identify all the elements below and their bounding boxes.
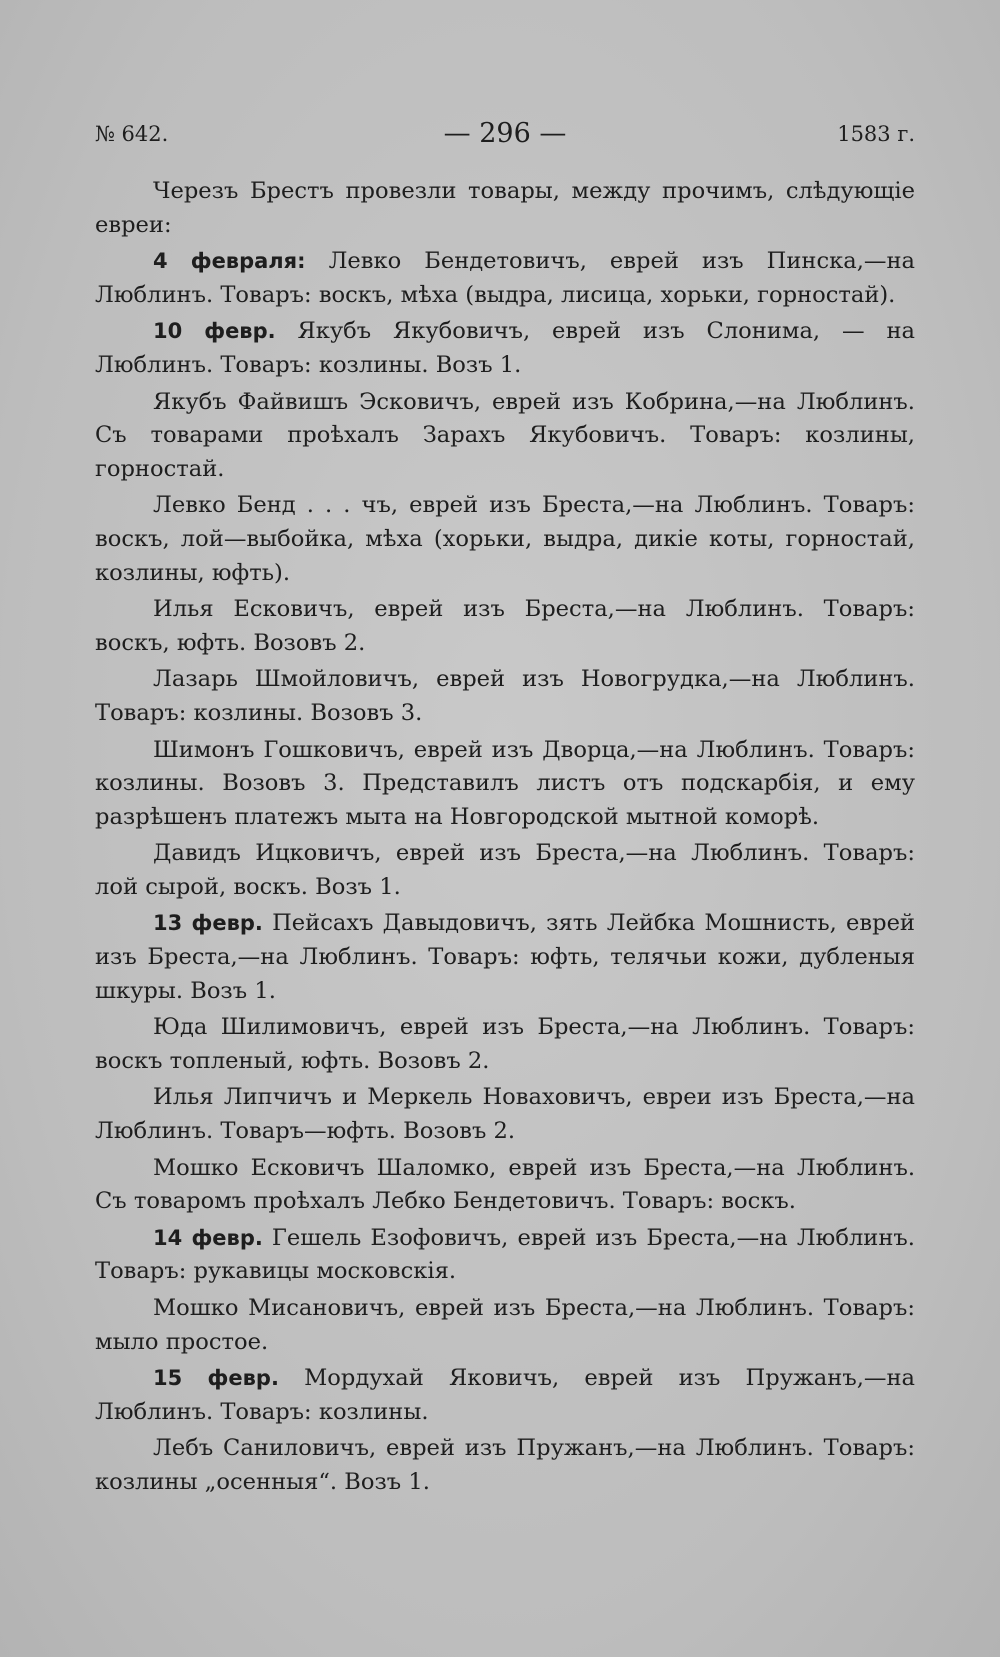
entry-text: Якубъ Якубовичъ, еврей изъ Слонима, — на Люблинъ. Товаръ: козлины. Возъ 1. [95, 318, 915, 378]
entry-text: Якубъ Файвишъ Эсковичъ, еврей изъ Кобрина,—на Люблинъ. Съ товарами проѣхалъ Зарахъ Якубовичъ. Товаръ: козлины, горностай. [95, 388, 915, 482]
entry-date: 4 февраля: [153, 249, 306, 274]
entry-text: Юда Шилимовичъ, еврей изъ Бреста,—на Люблинъ. Товаръ: воскъ топленый, юфть. Возовъ 2. [95, 1014, 915, 1074]
entry-paragraph [95, 1222, 915, 1289]
page-number: — 296 — [443, 118, 567, 149]
entry-paragraph [95, 1081, 915, 1148]
entry-date: 10 февр. [153, 319, 276, 344]
document-body [95, 175, 915, 1503]
document-number: № 642. [95, 122, 169, 146]
entry-paragraph [95, 734, 915, 835]
entry-date: 15 февр. [153, 1366, 279, 1391]
entry-paragraph [95, 386, 915, 487]
entry-text: Лазарь Шмойловичъ, еврей изъ Новогрудка,—на Люблинъ. Товаръ: козлины. Возовъ 3. [95, 666, 915, 726]
entry-paragraph [95, 1432, 915, 1499]
entry-text: Левко Бендетовичъ, еврей изъ Пинска,—на Люблинъ. Товаръ: воскъ, мѣха (выдра, лисица, хорьки, горностай). [95, 248, 916, 308]
entry-text: Гешель Езофовичъ, еврей изъ Бреста,—на Люблинъ. Товаръ: рукавицы московскія. [95, 1224, 915, 1285]
entry-paragraph [95, 1362, 915, 1429]
entry-paragraph [95, 245, 915, 312]
entry-text: Пейсахъ Давыдовичъ, зять Лейбка Мошнисть, еврей изъ Бреста,—на Люблинъ. Товаръ: юфть, телячьи кожи, дубленыя шкуры. Возъ 1. [95, 910, 915, 1004]
entry-text: Мошко Есковичъ Шаломко, еврей изъ Бреста,—на Люблинъ. Съ товаромъ проѣхалъ Лебко Бендетовичъ. Товаръ: воскъ. [95, 1154, 915, 1215]
entry-paragraph [95, 489, 915, 590]
entry-paragraph [95, 593, 915, 660]
entry-paragraph [95, 1011, 915, 1078]
entry-date: 13 февр. [153, 911, 263, 936]
entry-date: 14 февр. [153, 1225, 263, 1250]
entry-text: Лебъ Саниловичъ, еврей изъ Пружанъ,—на Люблинъ. Товаръ: козлины „осенныя“. Возъ 1. [95, 1435, 915, 1495]
entry-text: Левко Бенд . . . чъ, еврей изъ Бреста,—на Люблинъ. Товаръ: воскъ, лой—выбойка, мѣха (хорьки, выдра, дикіе коты, горностай, козлины, юфть). [95, 492, 915, 586]
entry-paragraph [95, 663, 915, 730]
entry-paragraph [95, 315, 915, 382]
entry-text: Мордухай Яковичъ, еврей изъ Пружанъ,—на Люблинъ. Товаръ: козлины. [95, 1365, 915, 1425]
page-header [95, 118, 915, 158]
entry-text: Илья Липчичъ и Меркель Новаховичъ, евреи изъ Бреста,—на Люблинъ. Товаръ—юфть. Возовъ 2. [95, 1084, 915, 1145]
entry-text: Шимонъ Гошковичъ, еврей изъ Дворца,—на Люблинъ. Товаръ: козлины. Возовъ 3. Представилъ листъ отъ подскарбія, и ему разрѣшенъ платежъ мыта на Новгородской мытной коморѣ. [95, 736, 915, 830]
entry-paragraph [95, 175, 915, 242]
entry-text: Черезъ Брестъ провезли товары, между прочимъ, слѣдующіе евреи: [95, 178, 915, 238]
entry-paragraph [95, 1292, 915, 1359]
entry-text: Мошко Мисановичъ, еврей изъ Бреста,—на Люблинъ. Товаръ: мыло простое. [95, 1295, 915, 1355]
entry-text: Давидъ Ицковичъ, еврей изъ Бреста,—на Люблинъ. Товаръ: лой сырой, воскъ. Возъ 1. [95, 840, 915, 900]
entry-text: Илья Есковичъ, еврей изъ Бреста,—на Люблинъ. Товаръ: воскъ, юфть. Возовъ 2. [95, 596, 915, 656]
entry-paragraph [95, 907, 915, 1008]
entry-paragraph [95, 1152, 915, 1219]
year-label: 1583 г. [837, 122, 915, 146]
entry-paragraph [95, 837, 915, 904]
